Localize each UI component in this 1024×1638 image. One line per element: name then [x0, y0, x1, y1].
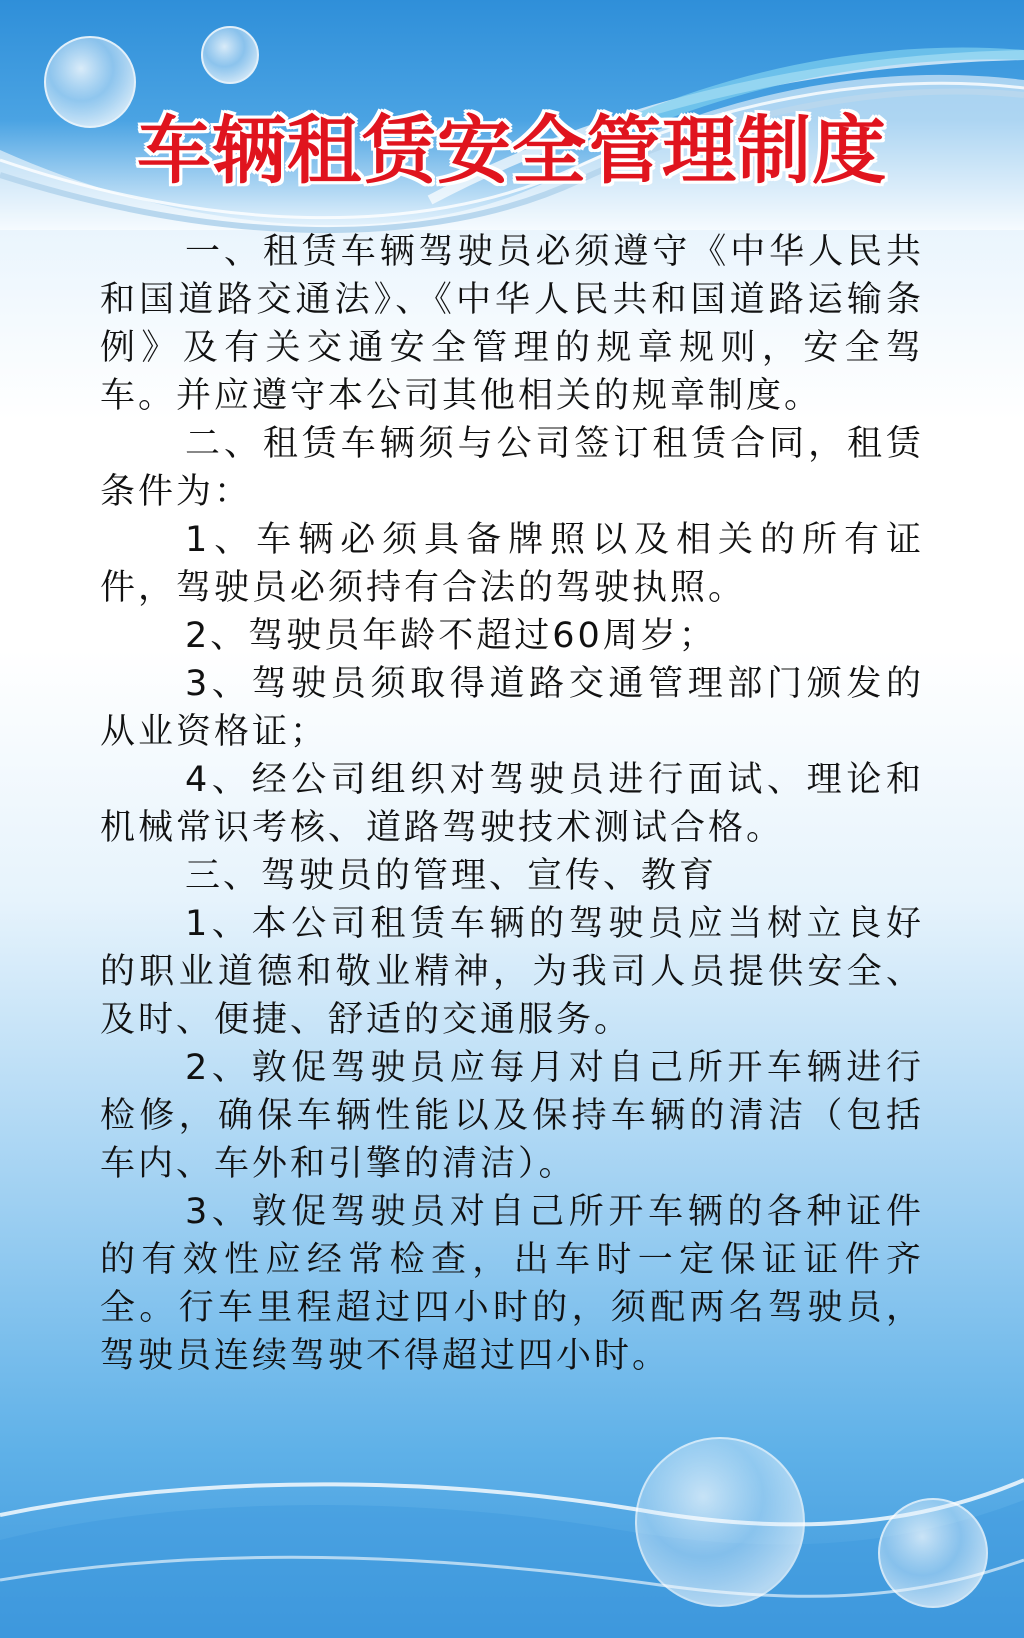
regulation-text — [100, 228, 924, 1380]
paragraph-item-3-2: 2、敦促驾驶员应每月对自己所开车辆进行检修，确保车辆性能以及保持车辆的清洁（包括车内、车外和引擎的清洁）。 — [100, 1048, 924, 1184]
bubble-decoration — [636, 1438, 804, 1606]
paragraph-item-2-1: 1、车辆必须具备牌照以及相关的所有证件，驾驶员必须持有合法的驾驶执照。 — [100, 520, 924, 608]
paragraph-section-3: 三、驾驶员的管理、宣传、教育 — [185, 856, 718, 896]
paragraph-item-2-4: 4、经公司组织对驾驶员进行面试、理论和机械常识考核、道路驾驶技术测试合格。 — [100, 760, 924, 848]
paragraph-item-2-3: 3、驾驶员须取得道路交通管理部门颁发的从业资格证； — [100, 664, 924, 752]
bubble-decoration — [879, 1499, 987, 1607]
paragraph-section-2: 二、租赁车辆须与公司签订租赁合同，租赁条件为： — [100, 424, 924, 512]
paragraph-item-2-2: 2、驾驶员年龄不超过60周岁； — [185, 616, 717, 656]
paragraph-section-1: 一、租赁车辆驾驶员必须遵守《中华人民共和国道路交通法》、《中华人民共和国道路运输条例》及有关交通安全管理的规章规则，安全驾车。并应遵守本公司其他相关的规章制度。 — [100, 232, 924, 416]
paragraph-item-3-1: 1、本公司租赁车辆的驾驶员应当树立良好的职业道德和敬业精神，为我司人员提供安全、及时、便捷、舒适的交通服务。 — [100, 904, 924, 1040]
page-title: 车辆租赁安全管理制度 — [137, 108, 887, 194]
bubble-decoration — [202, 27, 258, 83]
paragraph-item-3-3: 3、敦促驾驶员对自己所开车辆的各种证件的有效性应经常检查，出车时一定保证证件齐全。行车里程超过四小时的，须配两名驾驶员，驾驶员连续驾驶不得超过四小时。 — [100, 1192, 924, 1376]
